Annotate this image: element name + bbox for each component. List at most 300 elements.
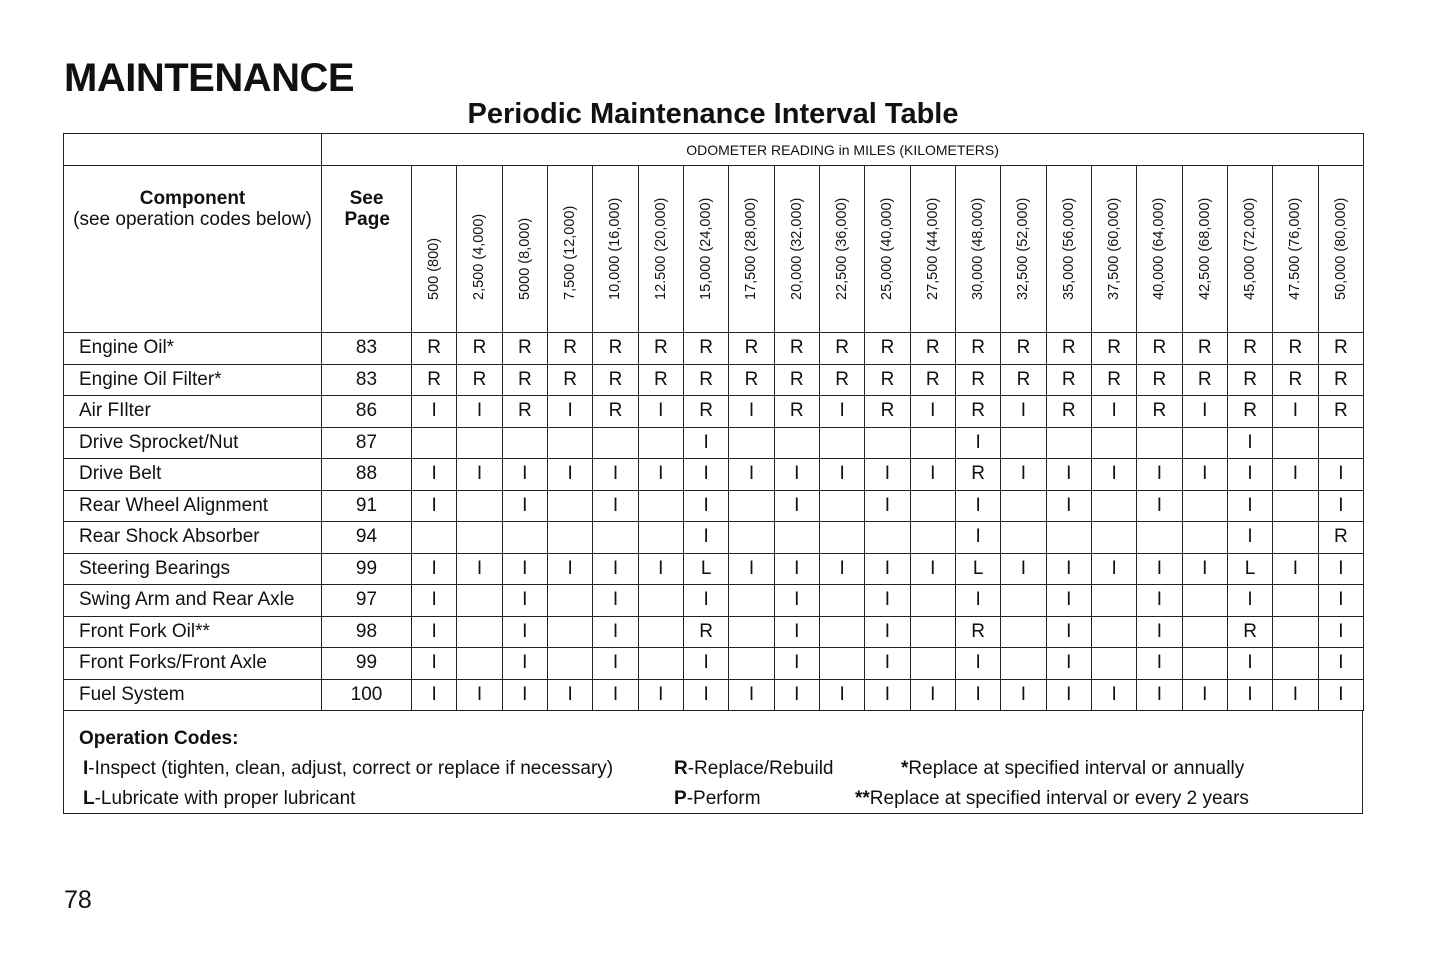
table-row	[64, 585, 1364, 617]
operation-code-cell: I	[819, 396, 864, 428]
operation-code-cell	[910, 648, 955, 680]
table-row	[64, 333, 1364, 365]
blank-corner-cell	[64, 134, 322, 166]
operation-code-cell	[1273, 648, 1318, 680]
operation-code-cell: R	[412, 333, 457, 365]
operation-code-cell	[1091, 427, 1136, 459]
operation-code-cell	[638, 427, 683, 459]
interval-label: 42,500 (68,000)	[1196, 197, 1213, 300]
operation-code-cell: I	[1318, 490, 1364, 522]
interval-header-17	[1182, 166, 1227, 333]
see-page-header-label: See Page	[344, 188, 390, 230]
component-header-title: Component	[139, 188, 246, 209]
operation-code-cell: R	[593, 364, 638, 396]
operation-code-cell: I	[910, 679, 955, 711]
operation-code-cell: I	[1227, 522, 1272, 554]
operation-code-cell	[502, 427, 547, 459]
component-page: 83	[322, 364, 412, 396]
operation-code-cell: I	[1137, 616, 1182, 648]
interval-label: 50,000 (80,000)	[1332, 197, 1349, 300]
operation-codes-title: Operation Codes:	[79, 728, 239, 749]
operation-code-cell: I	[865, 490, 910, 522]
operation-code-cell	[1001, 522, 1046, 554]
operation-code-cell: I	[1182, 679, 1227, 711]
operation-code-cell: I	[774, 459, 819, 491]
operation-code-cell: I	[865, 585, 910, 617]
component-name: Fuel System	[64, 679, 322, 711]
operation-code-cell: R	[1046, 364, 1091, 396]
operation-code-cell: R	[683, 616, 728, 648]
operation-code-cell	[1001, 490, 1046, 522]
operation-code-cell: I	[865, 679, 910, 711]
operation-code-cell: I	[1227, 490, 1272, 522]
operation-code-cell: I	[683, 585, 728, 617]
operation-code-cell: R	[955, 396, 1000, 428]
operation-code-cell: R	[1091, 364, 1136, 396]
maintenance-interval-table	[63, 133, 1364, 711]
see-page-column-header	[322, 166, 412, 333]
operation-code-cell: I	[865, 616, 910, 648]
operation-code-cell: I	[683, 427, 728, 459]
operation-code-cell: R	[1182, 364, 1227, 396]
operation-code-cell	[1001, 616, 1046, 648]
operation-code-cell: I	[774, 616, 819, 648]
operation-code-cell: I	[910, 396, 955, 428]
operation-code-cell: I	[593, 490, 638, 522]
operation-code-cell: L	[683, 553, 728, 585]
interval-header-11	[910, 166, 955, 333]
operation-code-cell	[547, 522, 592, 554]
operation-code-cell: I	[502, 490, 547, 522]
operation-code-cell	[547, 427, 592, 459]
operation-code-cell: I	[955, 427, 1000, 459]
operation-code-cell: I	[1318, 553, 1364, 585]
interval-label: 12.500 (20,000)	[652, 197, 669, 300]
operation-code-cell	[547, 585, 592, 617]
operation-code-cell	[729, 427, 774, 459]
operation-code-cell: I	[1182, 459, 1227, 491]
operation-code-cell: I	[865, 459, 910, 491]
page-heading: MAINTENANCE	[64, 56, 355, 100]
interval-header-2	[502, 166, 547, 333]
interval-header-20	[1318, 166, 1364, 333]
operation-code-cell: I	[502, 648, 547, 680]
operation-code-cell	[412, 522, 457, 554]
operation-code-cell: I	[1137, 553, 1182, 585]
component-page: 94	[322, 522, 412, 554]
component-page: 98	[322, 616, 412, 648]
operation-code-cell: I	[819, 679, 864, 711]
operation-code-cell: I	[1318, 616, 1364, 648]
operation-code-cell: I	[683, 679, 728, 711]
operation-codes-legend	[63, 711, 1363, 814]
operation-code-cell: R	[774, 364, 819, 396]
code-perform-letter: P	[674, 788, 687, 809]
operation-code-cell	[910, 490, 955, 522]
operation-code-cell: I	[593, 648, 638, 680]
table-row	[64, 396, 1364, 428]
operation-code-cell: I	[1001, 679, 1046, 711]
operation-code-cell: I	[729, 459, 774, 491]
operation-code-cell: I	[774, 490, 819, 522]
odometer-header-row	[64, 134, 1364, 166]
operation-code-cell: R	[547, 364, 592, 396]
operation-code-cell: R	[955, 364, 1000, 396]
operation-code-cell	[1137, 522, 1182, 554]
operation-code-cell: I	[1001, 553, 1046, 585]
component-name: Rear Wheel Alignment	[64, 490, 322, 522]
operation-code-cell	[729, 585, 774, 617]
interval-header-19	[1273, 166, 1318, 333]
operation-code-cell: R	[955, 333, 1000, 365]
component-name: Engine Oil*	[64, 333, 322, 365]
operation-code-cell: R	[1227, 616, 1272, 648]
component-page: 99	[322, 648, 412, 680]
component-name: Steering Bearings	[64, 553, 322, 585]
operation-code-cell: I	[955, 490, 1000, 522]
operation-code-cell: I	[502, 679, 547, 711]
operation-code-cell	[457, 648, 502, 680]
note-double-star	[855, 788, 1249, 810]
operation-code-cell: I	[412, 679, 457, 711]
operation-code-cell: I	[774, 679, 819, 711]
component-page: 88	[322, 459, 412, 491]
operation-code-cell: I	[729, 396, 774, 428]
operation-code-cell: I	[1046, 679, 1091, 711]
operation-code-cell	[910, 616, 955, 648]
operation-code-cell: I	[547, 459, 592, 491]
operation-code-cell	[1091, 585, 1136, 617]
operation-code-cell	[1273, 585, 1318, 617]
code-replace-letter: R	[674, 758, 688, 779]
interval-header-5	[638, 166, 683, 333]
component-name: Front Forks/Front Axle	[64, 648, 322, 680]
operation-code-cell: R	[502, 364, 547, 396]
operation-code-cell: R	[1318, 364, 1364, 396]
component-name: Drive Belt	[64, 459, 322, 491]
operation-code-cell: I	[1227, 585, 1272, 617]
table-row	[64, 553, 1364, 585]
operation-code-cell	[457, 616, 502, 648]
operation-code-cell: R	[683, 333, 728, 365]
operation-code-cell: R	[729, 364, 774, 396]
operation-code-cell: R	[502, 396, 547, 428]
operation-code-cell: I	[412, 585, 457, 617]
operation-code-cell: I	[457, 459, 502, 491]
interval-header-15	[1091, 166, 1136, 333]
operation-code-cell: R	[774, 396, 819, 428]
operation-code-cell: I	[1318, 585, 1364, 617]
operation-code-cell	[910, 427, 955, 459]
table-row	[64, 616, 1364, 648]
code-lubricate-text: -Lubricate with proper lubricant	[94, 788, 356, 809]
operation-code-cell	[1046, 522, 1091, 554]
operation-code-cell: L	[1227, 553, 1272, 585]
operation-code-cell	[1001, 648, 1046, 680]
operation-code-cell: I	[910, 459, 955, 491]
operation-code-cell: I	[1091, 679, 1136, 711]
operation-code-cell: I	[638, 553, 683, 585]
operation-code-cell	[1091, 490, 1136, 522]
interval-header-7	[729, 166, 774, 333]
interval-header-18	[1227, 166, 1272, 333]
operation-code-cell: R	[865, 396, 910, 428]
operation-code-cell	[502, 522, 547, 554]
operation-code-cell: I	[774, 553, 819, 585]
interval-label: 25,000 (40,000)	[879, 197, 896, 300]
operation-code-cell: I	[1137, 679, 1182, 711]
interval-label: 35,000 (56,000)	[1060, 197, 1077, 300]
operation-code-cell: I	[547, 396, 592, 428]
operation-code-cell: I	[638, 679, 683, 711]
operation-code-cell: R	[729, 333, 774, 365]
component-page: 100	[322, 679, 412, 711]
code-lubricate	[83, 788, 355, 810]
component-page: 91	[322, 490, 412, 522]
operation-code-cell: I	[683, 459, 728, 491]
operation-code-cell	[819, 648, 864, 680]
table-row	[64, 427, 1364, 459]
operation-code-cell	[1091, 522, 1136, 554]
note-single-star	[901, 758, 1244, 780]
operation-code-cell: I	[955, 585, 1000, 617]
interval-header-1	[457, 166, 502, 333]
component-column-header	[64, 166, 322, 333]
operation-code-cell: R	[1001, 364, 1046, 396]
component-name: Engine Oil Filter*	[64, 364, 322, 396]
operation-code-cell: I	[955, 648, 1000, 680]
operation-code-cell: I	[502, 459, 547, 491]
table-row	[64, 459, 1364, 491]
operation-code-cell: R	[1273, 364, 1318, 396]
code-replace-text: -Replace/Rebuild	[687, 758, 834, 779]
operation-code-cell: R	[865, 333, 910, 365]
operation-code-cell: I	[910, 553, 955, 585]
operation-code-cell	[865, 427, 910, 459]
operation-code-cell: R	[638, 364, 683, 396]
component-header-subtitle: (see operation codes below)	[73, 209, 312, 230]
operation-code-cell: I	[1046, 616, 1091, 648]
operation-code-cell	[1182, 648, 1227, 680]
operation-code-cell: R	[910, 364, 955, 396]
interval-label: 500 (800)	[426, 237, 443, 300]
operation-code-cell	[729, 522, 774, 554]
operation-code-cell: I	[955, 679, 1000, 711]
operation-code-cell: I	[593, 616, 638, 648]
interval-header-10	[865, 166, 910, 333]
operation-code-cell: R	[1318, 396, 1364, 428]
operation-code-cell	[1137, 427, 1182, 459]
table-row	[64, 648, 1364, 680]
code-perform	[674, 788, 761, 810]
component-name: Swing Arm and Rear Axle	[64, 585, 322, 617]
operation-code-cell	[729, 648, 774, 680]
operation-code-cell: I	[1137, 490, 1182, 522]
maintenance-table-container	[63, 133, 1363, 814]
operation-code-cell: I	[819, 553, 864, 585]
operation-code-cell: I	[819, 459, 864, 491]
operation-code-cell: I	[412, 459, 457, 491]
interval-header-8	[774, 166, 819, 333]
component-page: 99	[322, 553, 412, 585]
component-page: 87	[322, 427, 412, 459]
operation-code-cell	[819, 522, 864, 554]
operation-code-cell: I	[1137, 459, 1182, 491]
operation-code-cell	[1046, 427, 1091, 459]
operation-code-cell: L	[955, 553, 1000, 585]
operation-code-cell	[1001, 585, 1046, 617]
interval-label: 22,500 (36,000)	[834, 197, 851, 300]
table-row	[64, 522, 1364, 554]
code-lubricate-letter: L	[83, 788, 95, 809]
interval-label: 20,000 (32,000)	[788, 197, 805, 300]
note-double-star-mark: **	[855, 788, 870, 809]
operation-code-cell: I	[593, 553, 638, 585]
operation-code-cell: R	[1137, 333, 1182, 365]
operation-code-cell: I	[638, 459, 683, 491]
operation-code-cell: I	[683, 490, 728, 522]
operation-code-cell: R	[638, 333, 683, 365]
operation-code-cell: I	[412, 553, 457, 585]
interval-label: 10,000 (16,000)	[607, 197, 624, 300]
operation-code-cell	[638, 648, 683, 680]
interval-header-0	[412, 166, 457, 333]
operation-code-cell: I	[502, 585, 547, 617]
operation-code-cell: I	[774, 585, 819, 617]
operation-code-cell: I	[683, 648, 728, 680]
operation-code-cell: I	[1227, 679, 1272, 711]
operation-code-cell	[774, 427, 819, 459]
operation-code-cell	[1273, 616, 1318, 648]
interval-header-14	[1046, 166, 1091, 333]
operation-code-cell: R	[683, 364, 728, 396]
operation-code-cell: I	[1273, 459, 1318, 491]
operation-code-cell	[819, 427, 864, 459]
operation-code-cell	[457, 490, 502, 522]
operation-code-cell	[774, 522, 819, 554]
operation-code-cell	[729, 616, 774, 648]
operation-code-cell: R	[1182, 333, 1227, 365]
operation-code-cell: R	[819, 333, 864, 365]
operation-code-cell: R	[457, 333, 502, 365]
table-row	[64, 364, 1364, 396]
interval-label: 27,500 (44,000)	[924, 197, 941, 300]
operation-code-cell: I	[865, 553, 910, 585]
operation-code-cell: R	[1227, 396, 1272, 428]
operation-code-cell	[910, 522, 955, 554]
operation-code-cell	[638, 616, 683, 648]
page-number: 78	[64, 886, 92, 914]
operation-code-cell: I	[547, 679, 592, 711]
operation-code-cell: R	[955, 459, 1000, 491]
interval-label: 17,500 (28,000)	[743, 197, 760, 300]
operation-code-cell: R	[910, 333, 955, 365]
operation-code-cell: R	[547, 333, 592, 365]
operation-code-cell: R	[819, 364, 864, 396]
component-name: Air FIlter	[64, 396, 322, 428]
operation-code-cell	[865, 522, 910, 554]
operation-code-cell: R	[774, 333, 819, 365]
operation-code-cell	[593, 522, 638, 554]
operation-code-cell	[1182, 490, 1227, 522]
operation-code-cell: I	[1046, 553, 1091, 585]
interval-label: 30,000 (48,000)	[970, 197, 987, 300]
table-row	[64, 679, 1364, 711]
operation-code-cell	[638, 585, 683, 617]
operation-code-cell: R	[1001, 333, 1046, 365]
code-replace	[674, 758, 833, 780]
operation-code-cell: R	[683, 396, 728, 428]
operation-code-cell: I	[1273, 679, 1318, 711]
operation-code-cell: R	[1318, 333, 1364, 365]
interval-label: 45,000 (72,000)	[1242, 197, 1259, 300]
operation-code-cell: I	[683, 522, 728, 554]
operation-code-cell	[457, 427, 502, 459]
operation-code-cell	[547, 490, 592, 522]
operation-code-cell	[1001, 427, 1046, 459]
operation-code-cell	[593, 427, 638, 459]
operation-code-cell: I	[1046, 490, 1091, 522]
operation-code-cell	[638, 522, 683, 554]
operation-code-cell	[1273, 522, 1318, 554]
interval-header-12	[955, 166, 1000, 333]
operation-code-cell: I	[1046, 585, 1091, 617]
operation-code-cell: I	[593, 679, 638, 711]
operation-code-cell	[1182, 616, 1227, 648]
operation-code-cell: I	[1227, 648, 1272, 680]
operation-code-cell: I	[1318, 459, 1364, 491]
operation-code-cell: I	[1182, 396, 1227, 428]
operation-code-cell: I	[1318, 648, 1364, 680]
note-single-star-text: Replace at specified interval or annually	[908, 758, 1245, 779]
code-inspect-text: -Inspect (tighten, clean, adjust, correct or replace if necessary)	[88, 758, 614, 779]
operation-code-cell: I	[457, 553, 502, 585]
interval-label: 7,500 (12,000)	[562, 205, 579, 300]
operation-code-cell: R	[865, 364, 910, 396]
table-body	[64, 333, 1364, 711]
component-name: Rear Shock Absorber	[64, 522, 322, 554]
operation-code-cell: R	[1318, 522, 1364, 554]
operation-code-cell	[819, 490, 864, 522]
interval-label: 47.500 (76,000)	[1287, 197, 1304, 300]
operation-code-cell: I	[1046, 459, 1091, 491]
operation-code-cell: I	[412, 396, 457, 428]
interval-header-3	[547, 166, 592, 333]
interval-label: 40,000 (64,000)	[1151, 197, 1168, 300]
code-perform-text: -Perform	[686, 788, 761, 809]
component-name: Drive Sprocket/Nut	[64, 427, 322, 459]
operation-code-cell	[547, 648, 592, 680]
interval-header-4	[593, 166, 638, 333]
operation-code-cell	[910, 585, 955, 617]
interval-header-6	[683, 166, 728, 333]
operation-code-cell: I	[1091, 459, 1136, 491]
table-row	[64, 490, 1364, 522]
operation-code-cell: I	[955, 522, 1000, 554]
column-header-row	[64, 166, 1364, 333]
operation-code-cell	[1318, 427, 1364, 459]
operation-code-cell	[819, 616, 864, 648]
operation-code-cell: I	[1091, 553, 1136, 585]
operation-code-cell: I	[774, 648, 819, 680]
operation-code-cell: I	[1273, 396, 1318, 428]
interval-header-13	[1001, 166, 1046, 333]
operation-code-cell: I	[865, 648, 910, 680]
component-page: 86	[322, 396, 412, 428]
operation-code-cell: I	[1137, 648, 1182, 680]
operation-code-cell: R	[955, 616, 1000, 648]
operation-code-cell	[1273, 490, 1318, 522]
